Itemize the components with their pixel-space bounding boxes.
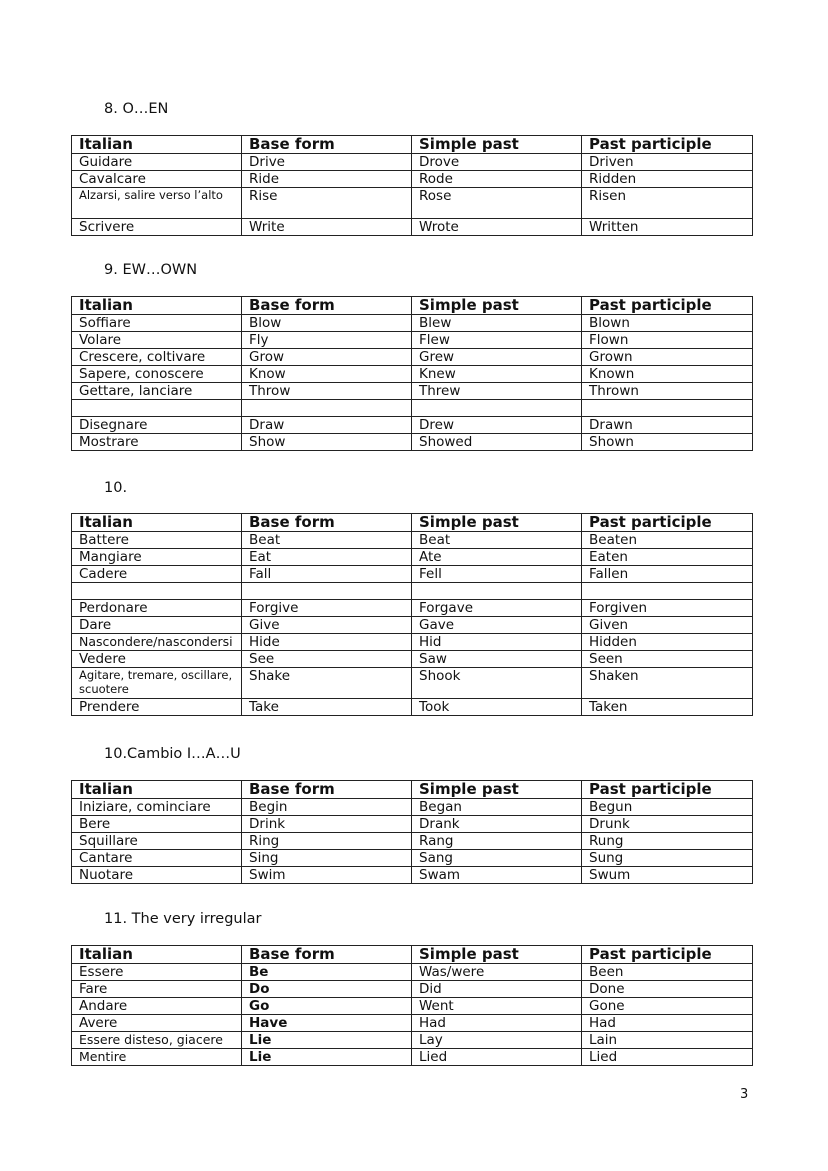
cell-past-participle: Lain [582,1032,753,1049]
section-title-11: 11. The very irregular [104,911,262,927]
cell-italian: Scrivere [72,219,242,236]
cell-simple-past: Rode [412,171,582,188]
table-row [72,816,753,833]
cell-base-form: Do [242,981,412,998]
table-row [72,634,753,651]
cell-italian: Mentire [72,1049,242,1066]
cell-simple-past: Took [412,699,582,716]
cell-italian: Prendere [72,699,242,716]
cell-base-form: Write [242,219,412,236]
table-header-row [72,514,753,532]
cell-base-form [242,400,412,417]
cell-simple-past: Drove [412,154,582,171]
table-header-row [72,297,753,315]
cell-simple-past [412,400,582,417]
section-title-9: 9. EW…OWN [104,262,198,278]
table-row [72,998,753,1015]
verb-table-11 [71,945,753,1066]
cell-simple-past: Knew [412,366,582,383]
cell-simple-past: Lied [412,1049,582,1066]
cell-italian: Bere [72,816,242,833]
cell-simple-past: Drew [412,417,582,434]
cell-simple-past: Saw [412,651,582,668]
cell-past-participle: Blown [582,315,753,332]
cell-base-form: Have [242,1015,412,1032]
verb-table-10 [71,513,753,716]
cell-simple-past: Sang [412,850,582,867]
cell-past-participle: Thrown [582,383,753,400]
cell-base-form: Drive [242,154,412,171]
cell-base-form: Hide [242,634,412,651]
table-row [72,154,753,171]
cell-italian: Cadere [72,566,242,583]
table-row [72,1032,753,1049]
table-row [72,366,753,383]
cell-simple-past: Blew [412,315,582,332]
cell-base-form: Show [242,434,412,451]
cell-simple-past: Went [412,998,582,1015]
cell-base-form: Throw [242,383,412,400]
cell-italian: Squillare [72,833,242,850]
cell-past-participle: Fallen [582,566,753,583]
cell-base-form: Be [242,964,412,981]
col-header-italian: Italian [72,946,242,964]
cell-base-form: Give [242,617,412,634]
cell-base-form: Lie [242,1032,412,1049]
table-row [72,549,753,566]
cell-past-participle: Rung [582,833,753,850]
cell-simple-past: Forgave [412,600,582,617]
cell-simple-past: Hid [412,634,582,651]
cell-italian: Disegnare [72,417,242,434]
table-row [72,383,753,400]
cell-past-participle: Known [582,366,753,383]
cell-base-form: Drink [242,816,412,833]
col-header-base-form: Base form [242,136,412,154]
page-number: 3 [740,1087,749,1102]
cell-past-participle: Lied [582,1049,753,1066]
col-header-italian: Italian [72,514,242,532]
cell-simple-past: Rose [412,188,582,219]
col-header-simple-past: Simple past [412,297,582,315]
table-row [72,964,753,981]
cell-simple-past: Did [412,981,582,998]
cell-past-participle [582,400,753,417]
cell-past-participle [582,583,753,600]
cell-italian: Guidare [72,154,242,171]
table-row [72,600,753,617]
table-header-row [72,136,753,154]
cell-italian: Battere [72,532,242,549]
cell-past-participle: Hidden [582,634,753,651]
cell-base-form: Rise [242,188,412,219]
table-row [72,699,753,716]
table-row [72,434,753,451]
cell-base-form: Beat [242,532,412,549]
cell-italian: Vedere [72,651,242,668]
cell-past-participle: Sung [582,850,753,867]
cell-italian: Sapere, conoscere [72,366,242,383]
cell-simple-past: Swam [412,867,582,884]
cell-past-participle: Seen [582,651,753,668]
col-header-past-participle: Past participle [582,514,753,532]
cell-simple-past: Fell [412,566,582,583]
cell-italian: Cavalcare [72,171,242,188]
cell-base-form: Eat [242,549,412,566]
col-header-simple-past: Simple past [412,946,582,964]
table-row [72,566,753,583]
cell-simple-past: Ate [412,549,582,566]
cell-base-form: Blow [242,315,412,332]
cell-base-form: Take [242,699,412,716]
col-header-simple-past: Simple past [412,136,582,154]
cell-simple-past: Threw [412,383,582,400]
col-header-base-form: Base form [242,781,412,799]
cell-italian: Cantare [72,850,242,867]
cell-italian: Iniziare, cominciare [72,799,242,816]
cell-italian: Agitare, tremare, oscillare, scuotere [72,668,242,699]
section-title-8: 8. O…EN [104,101,169,117]
col-header-base-form: Base form [242,946,412,964]
cell-past-participle: Drunk [582,816,753,833]
cell-italian: Essere [72,964,242,981]
cell-simple-past: Wrote [412,219,582,236]
col-header-simple-past: Simple past [412,514,582,532]
cell-past-participle: Gone [582,998,753,1015]
cell-italian: Avere [72,1015,242,1032]
cell-base-form: Fly [242,332,412,349]
cell-past-participle: Had [582,1015,753,1032]
table-row [72,349,753,366]
table-row [72,171,753,188]
cell-italian: Fare [72,981,242,998]
table-row [72,651,753,668]
col-header-simple-past: Simple past [412,781,582,799]
table-row [72,981,753,998]
table-row [72,332,753,349]
cell-past-participle: Beaten [582,532,753,549]
table-row [72,417,753,434]
cell-base-form: Draw [242,417,412,434]
cell-base-form: Fall [242,566,412,583]
cell-italian: Nuotare [72,867,242,884]
cell-simple-past: Lay [412,1032,582,1049]
table-row-empty [72,583,753,600]
cell-simple-past: Gave [412,617,582,634]
table-header-row [72,946,753,964]
cell-base-form: See [242,651,412,668]
table-row [72,850,753,867]
cell-simple-past: Rang [412,833,582,850]
cell-simple-past: Was/were [412,964,582,981]
cell-italian: Mangiare [72,549,242,566]
col-header-past-participle: Past participle [582,297,753,315]
cell-past-participle: Been [582,964,753,981]
cell-past-participle: Driven [582,154,753,171]
cell-base-form: Ride [242,171,412,188]
cell-italian: Soffiare [72,315,242,332]
cell-base-form: Know [242,366,412,383]
table-row [72,617,753,634]
cell-past-participle: Forgiven [582,600,753,617]
cell-simple-past: Showed [412,434,582,451]
cell-simple-past: Shook [412,668,582,699]
col-header-past-participle: Past participle [582,136,753,154]
table-row [72,219,753,236]
cell-past-participle: Risen [582,188,753,219]
cell-past-participle: Shown [582,434,753,451]
cell-past-participle: Grown [582,349,753,366]
cell-past-participle: Swum [582,867,753,884]
cell-past-participle: Done [582,981,753,998]
cell-past-participle: Written [582,219,753,236]
table-row [72,867,753,884]
verb-table-9 [71,296,753,451]
cell-past-participle: Taken [582,699,753,716]
col-header-base-form: Base form [242,297,412,315]
cell-simple-past [412,583,582,600]
col-header-base-form: Base form [242,514,412,532]
cell-italian: Andare [72,998,242,1015]
cell-simple-past: Grew [412,349,582,366]
cell-past-participle: Given [582,617,753,634]
cell-base-form: Go [242,998,412,1015]
cell-italian: Nascondere/nascondersi [72,634,242,651]
cell-past-participle: Eaten [582,549,753,566]
section-title-10-cambio: 10.Cambio I…A…U [104,746,241,762]
verb-table-10-cambio [71,780,753,884]
cell-base-form: Ring [242,833,412,850]
cell-italian: Alzarsi, salire verso l’alto [72,188,242,219]
cell-italian [72,400,242,417]
cell-italian: Dare [72,617,242,634]
col-header-past-participle: Past participle [582,781,753,799]
col-header-italian: Italian [72,297,242,315]
cell-italian: Perdonare [72,600,242,617]
cell-italian: Mostrare [72,434,242,451]
cell-past-participle: Ridden [582,171,753,188]
col-header-italian: Italian [72,781,242,799]
table-row [72,1015,753,1032]
cell-base-form: Begin [242,799,412,816]
cell-past-participle: Drawn [582,417,753,434]
cell-base-form: Sing [242,850,412,867]
table-row [72,833,753,850]
table-row-empty [72,400,753,417]
cell-italian: Volare [72,332,242,349]
cell-past-participle: Flown [582,332,753,349]
cell-simple-past: Beat [412,532,582,549]
table-row [72,532,753,549]
table-row [72,315,753,332]
table-row [72,799,753,816]
cell-simple-past: Flew [412,332,582,349]
cell-italian [72,583,242,600]
verb-table-8 [71,135,753,236]
cell-italian: Gettare, lanciare [72,383,242,400]
table-row [72,1049,753,1066]
cell-base-form: Forgive [242,600,412,617]
cell-base-form: Swim [242,867,412,884]
table-row [72,668,753,699]
cell-simple-past: Drank [412,816,582,833]
cell-base-form: Lie [242,1049,412,1066]
cell-past-participle: Begun [582,799,753,816]
table-header-row [72,781,753,799]
cell-simple-past: Began [412,799,582,816]
col-header-italian: Italian [72,136,242,154]
cell-base-form: Grow [242,349,412,366]
cell-past-participle: Shaken [582,668,753,699]
cell-italian: Crescere, coltivare [72,349,242,366]
cell-base-form: Shake [242,668,412,699]
table-row [72,188,753,219]
cell-simple-past: Had [412,1015,582,1032]
section-title-10: 10. [104,480,128,496]
col-header-past-participle: Past participle [582,946,753,964]
cell-italian: Essere disteso, giacere [72,1032,242,1049]
cell-base-form [242,583,412,600]
